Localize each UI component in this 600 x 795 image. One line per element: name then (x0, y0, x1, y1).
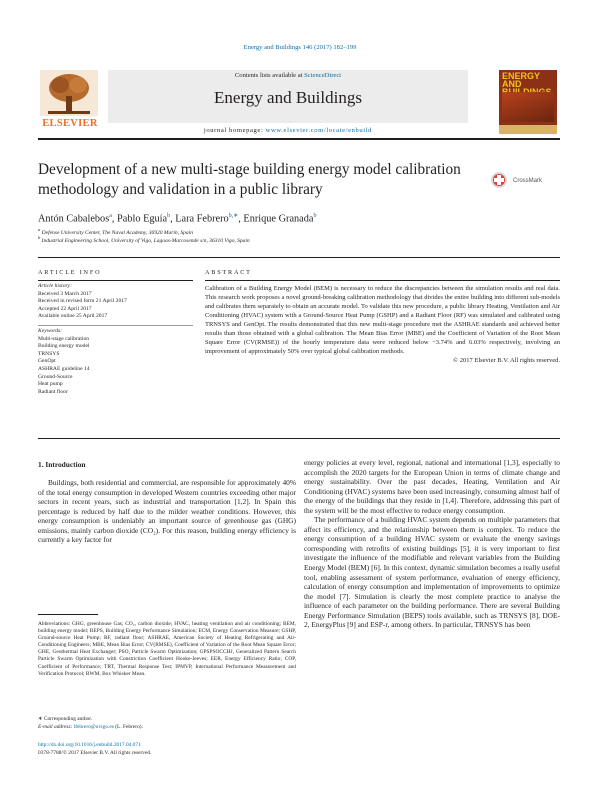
abstract-rule (205, 280, 560, 281)
abstract-copyright: © 2017 Elsevier B.V. All rights reserved. (453, 357, 560, 364)
abstract-body (205, 284, 560, 365)
corresponding-author-note: ∗ Corresponding author. (38, 716, 93, 722)
homepage-prefix: journal homepage: (203, 127, 264, 134)
abstract-text: Calibration of a Building Energy Model (BEM) is necessary to reduce the discrepancies between the simulation results and real data. This research work proposes a novel ground-breaking calibration methodology that divides the entire building into different sub-models and calibrates them separately to obtain an accurate model. To validate this new procedure, a public library Heating, Ventilation and Air Conditioning (HVAC) system with a Ground-Source Heat Pump (GSHP) and a Radiant Floor (RF) was simulated and calibrated using TRNSYS and GenOpt. The results demonstrated that this new multi-stage procedure met the ASHRAE standards and achieved better results than those obtained with a global calibration. The Mean Bias Error (MBE) and the Coefficient of Variation of the Root Mean Square Error (CV(RMSE)) of the hourly temperature data were reduced below −3.74% and 6.03% respectively, involving an improvement of approximately 50% over typical global calibration methods. (205, 285, 560, 355)
article-history-label: Article history: (38, 283, 73, 289)
abstract-heading: ABSTRACT (205, 269, 252, 276)
cover-footer-band (499, 125, 557, 134)
header-divider (38, 257, 560, 258)
author-list: Antón Cabalebos$^a$, Pablo Eguía$^b$, Lara Febrero$^{b,∗}$, Enrique Granada$^b$ (38, 213, 317, 225)
sciencedirect-link[interactable]: ScienceDirect (304, 72, 342, 79)
author-affiliation-mark[interactable]: a (109, 213, 112, 219)
paper-title: Development of a new multi-stage building energy model calibration methodology and validation in a public library (38, 161, 461, 198)
journal-homepage-line (108, 127, 468, 134)
intro-paragraph: Buildings, both residential and commercial, are responsible for approximately 40% of the total energy consumption in developed Western countries exceeding other major sectors in recent years, such as industrial and transportation [1,2]. In Spain this percentage is reduced by half due to the milder weather conditions. However, this energy consumption is undeniably an important source of greenhouse gas (GHG) emissions, mainly carbon dioxide (CO₂). For this reason, building energy efficiency is currently a key factor for (38, 478, 296, 545)
journal-reference[interactable]: Energy and Buildings 146 (2017) 182–199 (243, 44, 357, 51)
introduction-heading: 1. Introduction (38, 460, 86, 469)
affiliation (38, 235, 558, 244)
article-info-rule (38, 280, 193, 281)
keyword: Multi-stage calibration (38, 335, 90, 342)
affiliation-mark: b (38, 235, 41, 240)
author-affiliation-mark[interactable]: b (313, 213, 317, 219)
author-name: Pablo Eguía (117, 213, 168, 225)
history-item: Received 3 March 2017 (38, 290, 92, 297)
email-link[interactable]: lfebrero@uvigo.es (73, 724, 114, 730)
keywords-list (38, 328, 193, 396)
affiliation-text: Industrial Engineering School, University of Vigo, Lagoas-Marcosende s/n, 36310 Vigo, Spain (41, 237, 250, 244)
email-suffix: (L. Febrero). (115, 724, 143, 730)
keyword: Radiant floor (38, 388, 68, 395)
keyword: TRNSYS (38, 350, 60, 357)
intro-left-column (38, 478, 296, 545)
article-history (38, 283, 193, 321)
contents-prefix: Contents lists available at (234, 72, 303, 79)
affiliation-text: Defense University Center, The Naval Academy, 36920 Marín, Spain (41, 229, 193, 236)
intro-paragraph: The performance of a building HVAC system depends on multiple parameters that affect its efficiency, and the relationship between them is complex. To reduce the energy consumption of a building HVAC system or evaluate the energy savings corresponding with retrofits of existing buildings [5], it is very important to first investigate the influence of the modifiable and relevant variables from the Building Energy Model (BEM) [6]. In this context, dynamic simulation becomes a really useful tool, enabling assessment of system performance, evaluation of energy efficiency, calculation of energy consumption and implementation of improvements to optimize the model [7]. Simulation is clearly the most complete practice to analyse the influence of each parameter on the building performance. There are several Building Energy Performance Simulation (BEPS) tools available, such as TRNSYS [8], DOE-2, EnergyPlus [9] and ESP-r, among others. In particular, TRNSYS has been (304, 515, 560, 630)
intro-right-column (304, 458, 560, 630)
history-item: Available online 25 April 2017 (38, 313, 108, 320)
article-info-heading: ARTICLE INFO (38, 269, 102, 276)
keyword: GenOpt (38, 358, 56, 365)
author-name: Lara Febrero (175, 213, 229, 225)
keyword: ASHRAE guideline 14 (38, 365, 90, 372)
keyword: Building energy model (38, 343, 90, 350)
contents-available-line (108, 72, 468, 79)
history-item: Received in revised form 21 April 2017 (38, 298, 127, 305)
author-affiliation-mark[interactable]: b,∗ (228, 213, 239, 219)
cover-title: ENERGY AND (502, 71, 540, 89)
doi-link[interactable]: http://dx.doi.org/10.1016/j.enbuild.2017.04.071 (38, 742, 141, 748)
email-label: E-mail address: (38, 724, 73, 730)
journal-title: Energy and Buildings (214, 88, 362, 107)
journal-cover-image (499, 70, 557, 134)
abstract-bottom-rule (38, 438, 560, 439)
crossmark-label[interactable]: CrossMark (513, 178, 543, 184)
abbreviations-footnote: Abbreviations: GHG, greenhouse Gas; CO₂, carbon dioxide; HVAC, heating ventilation and air conditioning; BEM, building energy model; BEPS, Building Energy Performance Simulation; ECM, Energy Conservation Measure; GSHP, Ground-source Heat Pump; RF, radiant floor; ASHRAE, American Society of Heating Refrigerating and Air-Conditioning Engineers; MBE, Mean Bias Error; CV(RMSE), Coefficient of Variation of the Root Mean Square Error; GHE, Geothermal Heat Exchanger; PSO, Particle Swarm Optimization; GPSPSOCCHJ, Generalized Pattern Search Particle Swarm Optimization with Constriction Coefficient Hooke-Jeeves; EER, Energy Efficiency Ratio; COP, Coefficient of Performance; TRT, Thermal Response Test; IPMVP, International Performance Measurement and Verification Protocol; BWM, Box Whisker Mean. (38, 621, 296, 677)
cover-artwork (502, 92, 554, 122)
elsevier-wordmark: ELSEVIER (42, 118, 98, 129)
keywords-rule (38, 325, 193, 326)
author-affiliation-mark[interactable]: b (167, 213, 171, 219)
homepage-link[interactable]: www.elsevier.com/locate/enbuild (265, 127, 373, 134)
author-name: Antón Cabalebos (38, 213, 110, 225)
author-name: Enrique Granada (243, 213, 314, 225)
issn-copyright: 0378-7788/© 2017 Elsevier B.V. All rights reserved. (38, 750, 152, 756)
email-line (38, 724, 296, 730)
keyword: Heat pump (38, 381, 63, 388)
keyword: Ground-Source (38, 373, 73, 380)
elsevier-tree-logo (40, 70, 98, 116)
footnote-rule (38, 614, 98, 615)
intro-paragraph: energy policies at every level, regional, national and international [1,3], especially to accomplish the 2020 targets for the European Union in terms of climate change and energy sustainability. Over the past decades, Heating, Ventilation and Air Conditioning (HVAC) systems have been used increasingly, consuming almost half of the energy of the buildings that they reside in [1,4]. Therefore, addressing this part of the system will be the most effective to reduce energy consumption. (304, 458, 560, 515)
masthead-rule (38, 138, 560, 140)
keywords-label: Keywords: (38, 328, 63, 334)
history-item: Accepted 22 April 2017 (38, 305, 92, 312)
affiliation-mark: a (38, 227, 41, 232)
